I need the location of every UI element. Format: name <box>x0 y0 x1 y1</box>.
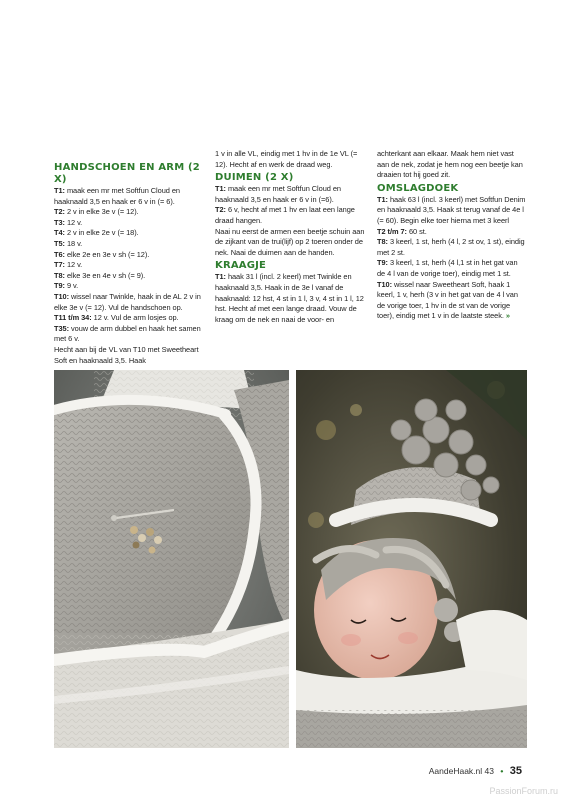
instruction-row <box>377 237 527 258</box>
round-label: T9: <box>377 258 388 268</box>
photo-shawl-illustration <box>54 370 289 748</box>
photo-shawl-closeup <box>54 370 289 748</box>
round-label: T9: <box>54 281 65 291</box>
instruction-row <box>54 228 206 239</box>
round-label: T6: <box>54 249 65 259</box>
round-text: vouw de arm dubbel en haak het samen met 6 v. <box>54 323 201 344</box>
round-label: T1: <box>54 186 65 195</box>
round-text: elke 3e en 4e v sh (= 9). <box>64 270 146 280</box>
round-text: 3 keerl, 1 st, herh (4 l,1 st in het gat van de 4 l van de vorige toer), eindig met 1 st. <box>377 258 518 278</box>
footer-issue: 43 <box>484 766 495 776</box>
column-2-rows-kraagje <box>215 272 367 325</box>
round-text: haak 63 l (incl. 3 keerl) met Softfun Denim en haaknaald 3,5. Haak st terug vanaf de 4e l (= 60). Begin elke toer hierna met 3 keerl <box>377 194 526 225</box>
round-label: T1: <box>215 272 226 282</box>
page-number: 35 <box>509 765 522 777</box>
round-text: 60 st. <box>406 226 427 236</box>
instruction-row <box>54 239 206 250</box>
round-text: wissel naar Sweetheart Soft, haak 1 keerl, 1 v, herh (3 v in het gat van de 4 l van de vorige toer, 1 hv in de st van de vorige toer), eindig met 1 v in de laatste steek. <box>377 279 518 321</box>
column-2-rows-duimen <box>215 184 367 258</box>
round-text: 9 v. <box>64 281 79 291</box>
instruction-row <box>215 272 367 325</box>
round-label: T11 t/m 34: <box>54 313 92 323</box>
round-text: maak een mr met Softfun Cloud en haaknaald 3,5 en haak er 6 v in (= 6). <box>54 186 180 206</box>
instruction-row <box>54 271 206 282</box>
round-label: T1: <box>377 194 388 204</box>
heading-duimen: DUIMEN (2 X) <box>215 172 294 184</box>
round-label: T2: <box>215 205 226 215</box>
instruction-row <box>54 207 206 218</box>
continue-arrow: » <box>505 311 510 321</box>
instruction-row <box>54 186 206 207</box>
instruction-row <box>377 195 527 227</box>
round-label: T4: <box>54 228 65 238</box>
round-label: T7: <box>54 260 65 270</box>
round-label: T3: <box>54 217 65 227</box>
round-text: 18 v. <box>64 238 83 248</box>
round-label: T2 t/m 7: <box>377 226 407 236</box>
heading-omslagdoek: OMSLAGDOEK <box>377 182 459 194</box>
instruction-row <box>377 280 527 322</box>
column-1-rows <box>54 186 206 366</box>
instruction-row <box>215 227 367 259</box>
round-text: 12 v. Vul de arm losjes op. <box>91 313 179 323</box>
round-text: Naai nu eerst de armen een beetje schuin aan de zijkant van de trui(lijf) op 2 toeren onder de nek. Naai de duimen aan de handen. <box>215 226 365 257</box>
column-3 <box>377 149 527 322</box>
round-label: T1: <box>215 184 226 194</box>
column-3-rows <box>377 195 527 322</box>
round-text: elke 2e en 3e v sh (= 12). <box>64 249 150 259</box>
instruction-row <box>54 250 206 261</box>
round-label: T10: <box>377 279 392 289</box>
page-footer <box>429 765 522 777</box>
round-text: 12 v. <box>64 217 83 227</box>
round-text: 6 v, hecht af met 1 hv en laat een lange draad hangen. <box>215 205 355 225</box>
round-text: haak 31 l (incl. 2 keerl) met Twinkle en haaknaald 3,5. Haak in de 3e l vanaf de haaknaald: 12 hst, 4 st in 1 l, 3 v, 4 st in 1 l, 12 hst. Hecht af met een lange draad. Vouw de kraag om de nek en naai de voor- en <box>215 272 364 324</box>
footer-site: AandeHaak.nl <box>428 766 483 776</box>
round-label: T8: <box>377 237 388 247</box>
instruction-row <box>54 324 206 345</box>
photo-doll-illustration <box>296 370 527 748</box>
watermark: PassionForum.ru <box>489 786 558 796</box>
round-label: T10: <box>54 291 69 301</box>
instruction-row <box>54 281 206 292</box>
instruction-row <box>54 345 206 366</box>
column-2 <box>215 149 367 325</box>
instruction-row <box>215 184 367 205</box>
round-label: T2: <box>54 207 65 217</box>
round-text: Hecht aan bij de VL van T10 met Sweetheart Soft en haaknaald 3,5. Haak <box>54 344 199 365</box>
round-text: 2 v in elke 2e v (= 18). <box>64 228 139 238</box>
round-text: 3 keerl, 1 st, herh (4 l, 2 st ov, 1 st), eindig met 2 st. <box>377 237 525 257</box>
instruction-row <box>377 258 527 279</box>
instruction-row <box>54 218 206 229</box>
footer-bullet: • <box>500 766 504 776</box>
round-text: maak een mr met Softfun Cloud en haaknaald 3,5 en haak er 6 v in (=6). <box>215 184 341 204</box>
round-label: T35: <box>54 323 69 333</box>
instruction-row <box>377 227 527 238</box>
column-1 <box>54 162 206 366</box>
column-2-intro: 1 v in alle VL, eindig met 1 hv in de 1e VL (= 12). Hecht af en werk de draad weg. <box>215 149 358 169</box>
round-text: wissel naar Twinkle, haak in de AL 2 v in elke 3e v (= 12). Vul de handschoen op. <box>54 291 201 312</box>
heading-handschoen: HANDSCHOEN EN ARM (2 X) <box>54 162 200 185</box>
instruction-row <box>215 205 367 226</box>
instruction-row <box>54 313 206 324</box>
round-text: 2 v in elke 3e v (= 12). <box>64 207 139 217</box>
round-label: T8: <box>54 270 65 280</box>
column-3-intro: achterkant aan elkaar. Maak hem niet vast aan de nek, zodat je hem nog een beetje kan draaien tot hij goed zit. <box>377 149 523 180</box>
round-text: 12 v. <box>64 260 83 270</box>
instruction-row <box>54 292 206 313</box>
heading-kraagje: KRAAGJE <box>215 260 267 272</box>
round-label: T5: <box>54 238 65 248</box>
photo-doll-face <box>296 370 527 748</box>
instruction-row <box>54 260 206 271</box>
